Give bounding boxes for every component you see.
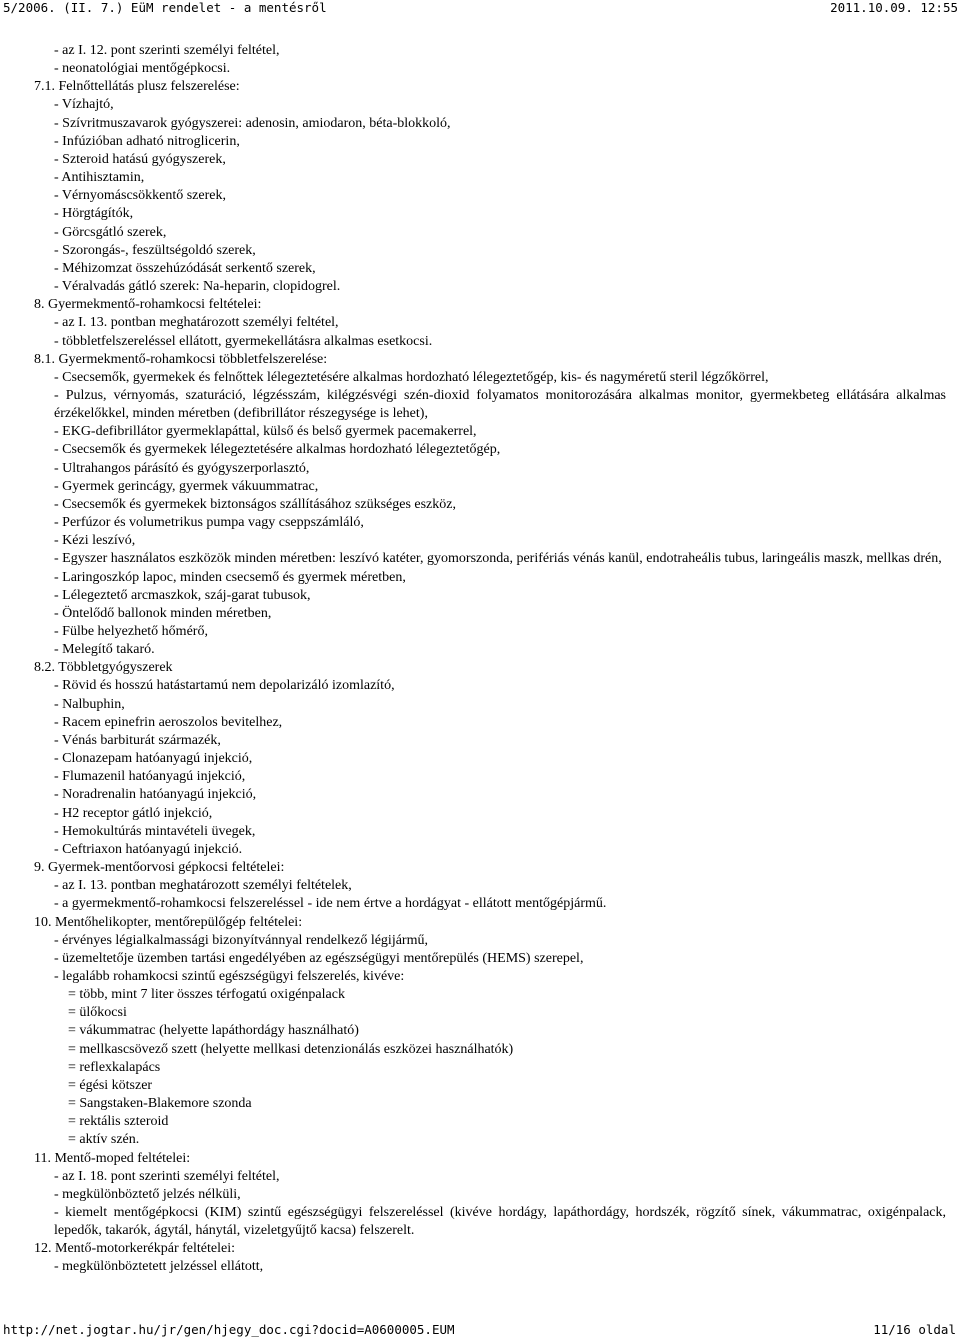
list-item: - üzemeltetője üzemben tartási engedélyében az egészségügyi mentőrepülés (HEMS) szerepel,	[54, 950, 584, 966]
section-heading: 7.1. Felnőttellátás plusz felszerelése:	[34, 79, 240, 95]
list-item: - Ceftriaxon hatóanyagú injekció.	[54, 841, 243, 857]
list-item: - Fülbe helyezhető hőmérő,	[54, 624, 208, 639]
list-item: - Antihisztamin,	[54, 170, 145, 186]
list-item: - Szorongás-, feszültségoldó szerek,	[54, 242, 256, 258]
list-item: - Vérnyomáscsökkentő szerek,	[54, 188, 226, 204]
section-heading: 11. Mentő-moped feltételei:	[34, 1150, 191, 1166]
list-item: - Csecsemők és gyermekek lélegeztetésére alkalmas hordozható lélegeztetőgép,	[54, 442, 501, 458]
list-item: - Hemokultúrás mintavételi üvegek,	[54, 823, 256, 839]
list-item: - az I. 12. pont szerinti személyi feltétel,	[54, 43, 280, 58]
sub-list-item: = mellkascsövező szett (helyette mellkasi detenzionálás eszközei használhatók)	[68, 1041, 514, 1057]
list-item: - Laringoszkóp lapoc, minden csecsemő és gyermek méretben,	[54, 569, 406, 585]
list-item: - Rövid és hosszú hatástartamú nem depolarizáló izomlazító,	[54, 678, 395, 694]
list-item: - Méhizomzat összehúzódását serkentő szerek,	[54, 260, 316, 276]
list-item: - Öntelődő ballonok minden méretben,	[54, 605, 272, 621]
sub-list-item: = ülőkocsi	[68, 1005, 127, 1021]
list-item: - megkülönböztető jelzés nélküli,	[54, 1186, 241, 1202]
list-item: - Flumazenil hatóanyagú injekció,	[54, 769, 246, 785]
list-item: - Csecsemők és gyermekek biztonságos szállításához szükséges eszköz,	[54, 496, 456, 512]
footer-page-number: 11/16 oldal	[873, 1322, 956, 1337]
list-item: - Véralvadás gátló szerek: Na-heparin, clopidogrel.	[54, 279, 341, 295]
list-item: - Infúzióban adható nitroglicerin,	[54, 133, 240, 149]
list-item: - Clonazepam hatóanyagú injekció,	[54, 751, 253, 767]
list-item: - Pulzus, vérnyomás, szaturáció, légzésszám, kilégzésvégi szén-dioxid folyamatos monitorozására alkalmas monitor, gyermekbeteg ellátására alkalmas érzékelőkkel, minden méretben (defibrillátor részegysége is lehet),	[54, 387, 946, 422]
list-item: - Racem epinefrin aeroszolos bevitelhez,	[54, 714, 283, 730]
list-item: - Melegítő takaró.	[54, 642, 155, 658]
print-header	[0, 0, 960, 22]
sub-list-item: = több, mint 7 liter összes térfogatú oxigénpalack	[68, 987, 345, 1003]
sub-list-item: = aktív szén.	[68, 1132, 140, 1148]
list-item: - kiemelt mentőgépkocsi (KIM) szintű egészségügyi felszereléssel (kivéve hordágy, lapáthordágy, hordszék, rögzítő sínek, vákummatrac, oxigénpalack, lepedők, takarók, ágytál, hánytál, vizeletgyűjtő kacsa) felszerelt.	[54, 1205, 946, 1239]
list-item: - Kézi leszívó,	[54, 533, 136, 549]
list-item: - Perfúzor és volumetrikus pumpa vagy cseppszámláló,	[54, 515, 364, 531]
list-item: - az I. 13. pontban meghatározott személyi feltételek,	[54, 878, 352, 894]
sub-list-item: = reflexkalapács	[68, 1059, 161, 1075]
list-item: - EKG-defibrillátor gyermeklapáttal, külső és belső gyermek pacemakerrel,	[54, 424, 477, 440]
list-item: - Hörgtágítók,	[54, 206, 134, 222]
list-item: - az I. 18. pont szerinti személyi feltétel,	[54, 1168, 280, 1184]
sub-list-item: = égési kötszer	[68, 1077, 153, 1093]
section-heading: 8.2. Többletgyógyszerek	[34, 660, 173, 676]
list-item: - megkülönböztetett jelzéssel ellátott,	[54, 1259, 264, 1275]
section-heading: 8.1. Gyermekmentő-rohamkocsi többletfelszerelése:	[34, 351, 328, 367]
list-item: - Vízhajtó,	[54, 97, 114, 113]
section-heading: 12. Mentő-motorkerékpár feltételei:	[34, 1241, 235, 1257]
sub-list-item: = vákummatrac (helyette lapáthordágy használható)	[68, 1023, 359, 1039]
section-heading: 8. Gyermekmentő-rohamkocsi feltételei:	[34, 297, 262, 313]
list-item: - H2 receptor gátló injekció,	[54, 805, 213, 821]
list-item: - Vénás barbiturát származék,	[54, 732, 221, 748]
list-item: - Csecsemők, gyermekek és felnőttek lélegeztetésére alkalmas hordozható lélegeztetőgép, kis- és nagyméretű steril légzőkörrel,	[54, 369, 769, 385]
sub-list-item: = rektális szteroid	[68, 1114, 169, 1130]
header-print-date: 2011.10.09. 12:55	[830, 0, 958, 15]
section-heading: 10. Mentőhelikopter, mentőrepülőgép feltételei:	[34, 914, 303, 930]
list-item: - a gyermekmentő-rohamkocsi felszereléssel - ide nem értve a hordágyat - ellátott mentőgépjármű.	[54, 896, 607, 912]
print-footer	[0, 1322, 960, 1341]
list-item: - többletfelszereléssel ellátott, gyermekellátásra alkalmas esetkocsi.	[54, 333, 433, 349]
list-item: - Szteroid hatású gyógyszerek,	[54, 151, 226, 167]
list-item: - érvényes légialkalmassági bizonyítvánnyal rendelkező légijármű,	[54, 932, 428, 948]
list-item: - Lélegeztető arcmaszkok, száj-garat tubusok,	[54, 587, 311, 603]
list-item: - legalább rohamkocsi szintű egészségügyi felszerelés, kivéve:	[54, 968, 405, 984]
section-heading: 9. Gyermek-mentőorvosi gépkocsi feltételei:	[34, 860, 285, 876]
sub-list-item: = Sangstaken-Blakemore szonda	[68, 1096, 252, 1112]
list-item: - Gyermek gerincágy, gyermek vákuummatrac,	[54, 478, 319, 494]
list-item: - az I. 13. pontban meghatározott személyi feltétel,	[54, 315, 339, 331]
list-item: - Nalbuphin,	[54, 696, 125, 712]
document-body	[0, 42, 960, 1277]
header-document-title: 5/2006. (II. 7.) EüM rendelet - a mentésről	[3, 0, 327, 15]
list-item: - neonatológiai mentőgépkocsi.	[54, 61, 231, 77]
list-item: - Egyszer használatos eszközök minden méretben: leszívó katéter, gyomorszonda, perifériás vénás kanül, endotraheális tubus, laringeális maszk, mellkas drén,	[54, 551, 942, 567]
list-item: - Ultrahangos párásító és gyógyszerporlasztó,	[54, 460, 310, 476]
list-item: - Noradrenalin hatóanyagú injekció,	[54, 787, 257, 803]
list-item: - Görcsgátló szerek,	[54, 224, 167, 240]
list-item: - Szívritmuszavarok gyógyszerei: adenosin, amiodaron, béta-blokkoló,	[54, 115, 451, 131]
footer-url: http://net.jogtar.hu/jr/gen/hjegy_doc.cgi?docid=A0600005.EUM	[3, 1322, 455, 1337]
